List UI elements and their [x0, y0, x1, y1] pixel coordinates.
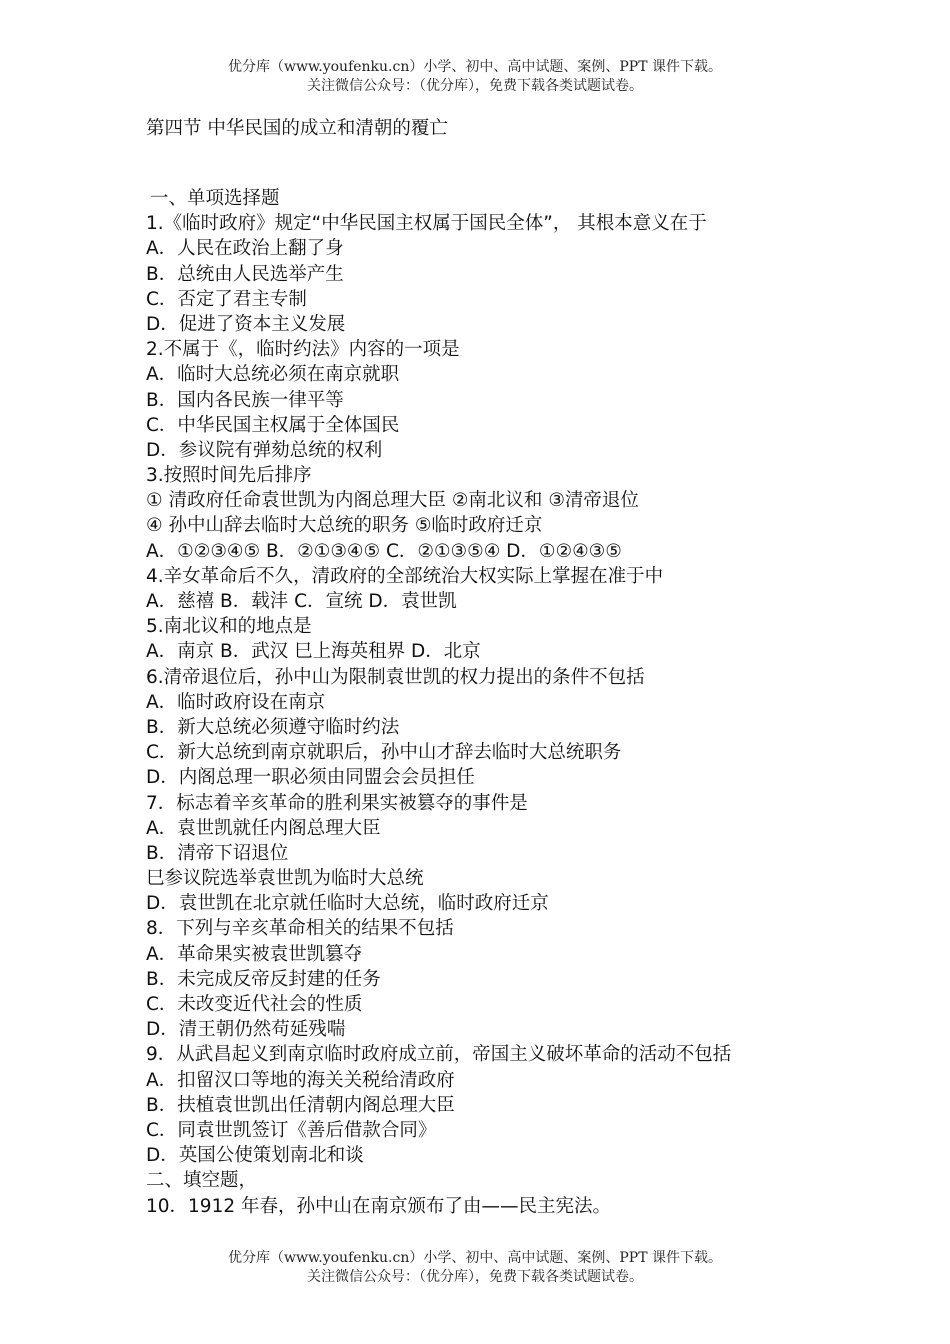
question-1-stem: 1.《临时政府》规定“中华民国主权属于国民全体”， 其根本意义在于 — [146, 213, 707, 235]
question-3-items-2: ④ 孙中山辞去临时大总统的职务 ⑤临时政府迁京 — [146, 515, 543, 537]
question-2-stem: 2.不属于《，临时约法》内容的一项是 — [146, 339, 460, 361]
question-9-option-a: A．扣留汉口等地的海关关税给清政府 — [146, 1069, 455, 1091]
question-7-option-c: 巳参议院选举袁世凯为临时大总统 — [146, 868, 424, 890]
question-2-option-b: B．国内各民族一律平等 — [146, 389, 344, 411]
question-1-option-a: A．人民在政治上翻了身 — [146, 238, 344, 260]
page-footer — [0, 1249, 950, 1287]
question-3-options: A．①②③④⑤ B．②①③④⑤ C．②①③⑤④ D．①②④③⑤ — [146, 540, 622, 562]
question-8-option-d: D．清王朝仍然苟延残喘 — [146, 1019, 346, 1041]
question-2-option-d: D．参议院有弹劾总统的权利 — [146, 439, 383, 461]
question-8-option-b: B．未完成反帝反封建的任务 — [146, 968, 381, 990]
footer-line-2: 关注微信公众号：（优分库），免费下载各类试题试卷。 — [307, 1269, 643, 1285]
question-7-option-a: A．袁世凯就任内阁总理大臣 — [146, 817, 381, 839]
section-heading-fill-blank: 二、填空题， — [146, 1170, 258, 1192]
question-9-option-d: D．英国公使策划南北和谈 — [146, 1145, 364, 1167]
question-7-stem: 7．标志着辛亥革命的胜利果实被篡夺的事件是 — [146, 792, 528, 814]
question-body — [146, 186, 906, 1219]
question-8-option-c: C．未改变近代社会的性质 — [146, 994, 363, 1015]
question-5-options: A．南京 B．武汉 巳上海英租界 D．北京 — [146, 641, 481, 663]
section-heading-single-choice: 一、单项选择题 — [150, 188, 280, 209]
header-line-1: 优分库（www.youfenku.cn）小学、初中、高中试题、案例、PPT 课件下载。 — [227, 59, 722, 75]
page-header — [0, 58, 950, 96]
section-title: 第四节 中华民国的成立和清朝的覆亡 — [146, 118, 448, 139]
question-10-stem: 10．1912 年春，孙中山在南京颁布了由——民主宪法。 — [146, 1195, 612, 1217]
question-6-option-b: B．新大总统必须遵守临时约法 — [146, 716, 400, 738]
footer-line-1: 优分库（www.youfenku.cn）小学、初中、高中试题、案例、PPT 课件下载。 — [227, 1250, 722, 1266]
question-7-option-d: D．袁世凯在北京就任临时大总统，临时政府迁京 — [146, 893, 549, 915]
question-9-option-b: B．扶植袁世凯出任清朝内阁总理大臣 — [146, 1094, 455, 1116]
question-8-option-a: A．革命果实被袁世凯篡夺 — [146, 943, 363, 965]
question-9-option-c: C．同袁世凯签订《善后借款合同》 — [146, 1119, 437, 1141]
question-7-option-b: B．清帝下诏退位 — [146, 842, 289, 864]
question-2-option-c: C．中华民国主权属于全体国民 — [146, 414, 400, 436]
question-3-items-1: ① 清政府任命袁世凯为内阁总理大臣 ②南北议和 ③清帝退位 — [146, 490, 639, 512]
question-6-option-d: D．内阁总理一职必须由同盟会会员担任 — [146, 767, 475, 789]
question-4-stem: 4.辛女革命后不久，清政府的全部统治大权实际上掌握在准于中 — [146, 565, 664, 587]
question-2-option-a: A．临时大总统必须在南京就职 — [146, 364, 400, 386]
question-3-stem: 3.按照时间先后排序 — [146, 465, 312, 487]
question-4-options: A．慈禧 B．载沣 C．宣统 D．袁世凯 — [146, 591, 457, 612]
question-6-option-c: C．新大总统到南京就职后，孙中山才辞去临时大总统职务 — [146, 742, 622, 764]
header-line-2: 关注微信公众号：（优分库），免费下载各类试题试卷。 — [307, 78, 643, 94]
question-1-option-c: C．否定了君主专制 — [146, 288, 307, 310]
question-5-stem: 5.南北议和的地点是 — [146, 616, 312, 638]
question-1-option-b: B．总统由人民选举产生 — [146, 263, 344, 285]
question-6-option-a: A．临时政府设在南京 — [146, 691, 326, 713]
question-6-stem: 6.清帝退位后，孙中山为限制袁世凯的权力提出的条件不包括 — [146, 666, 645, 688]
question-9-stem: 9．从武昌起义到南京临时政府成立前，帝国主义破坏革命的活动不包括 — [146, 1044, 732, 1066]
question-8-stem: 8．下列与辛亥革命相关的结果不包括 — [146, 918, 454, 940]
question-1-option-d: D．促进了资本主义发展 — [146, 313, 346, 335]
